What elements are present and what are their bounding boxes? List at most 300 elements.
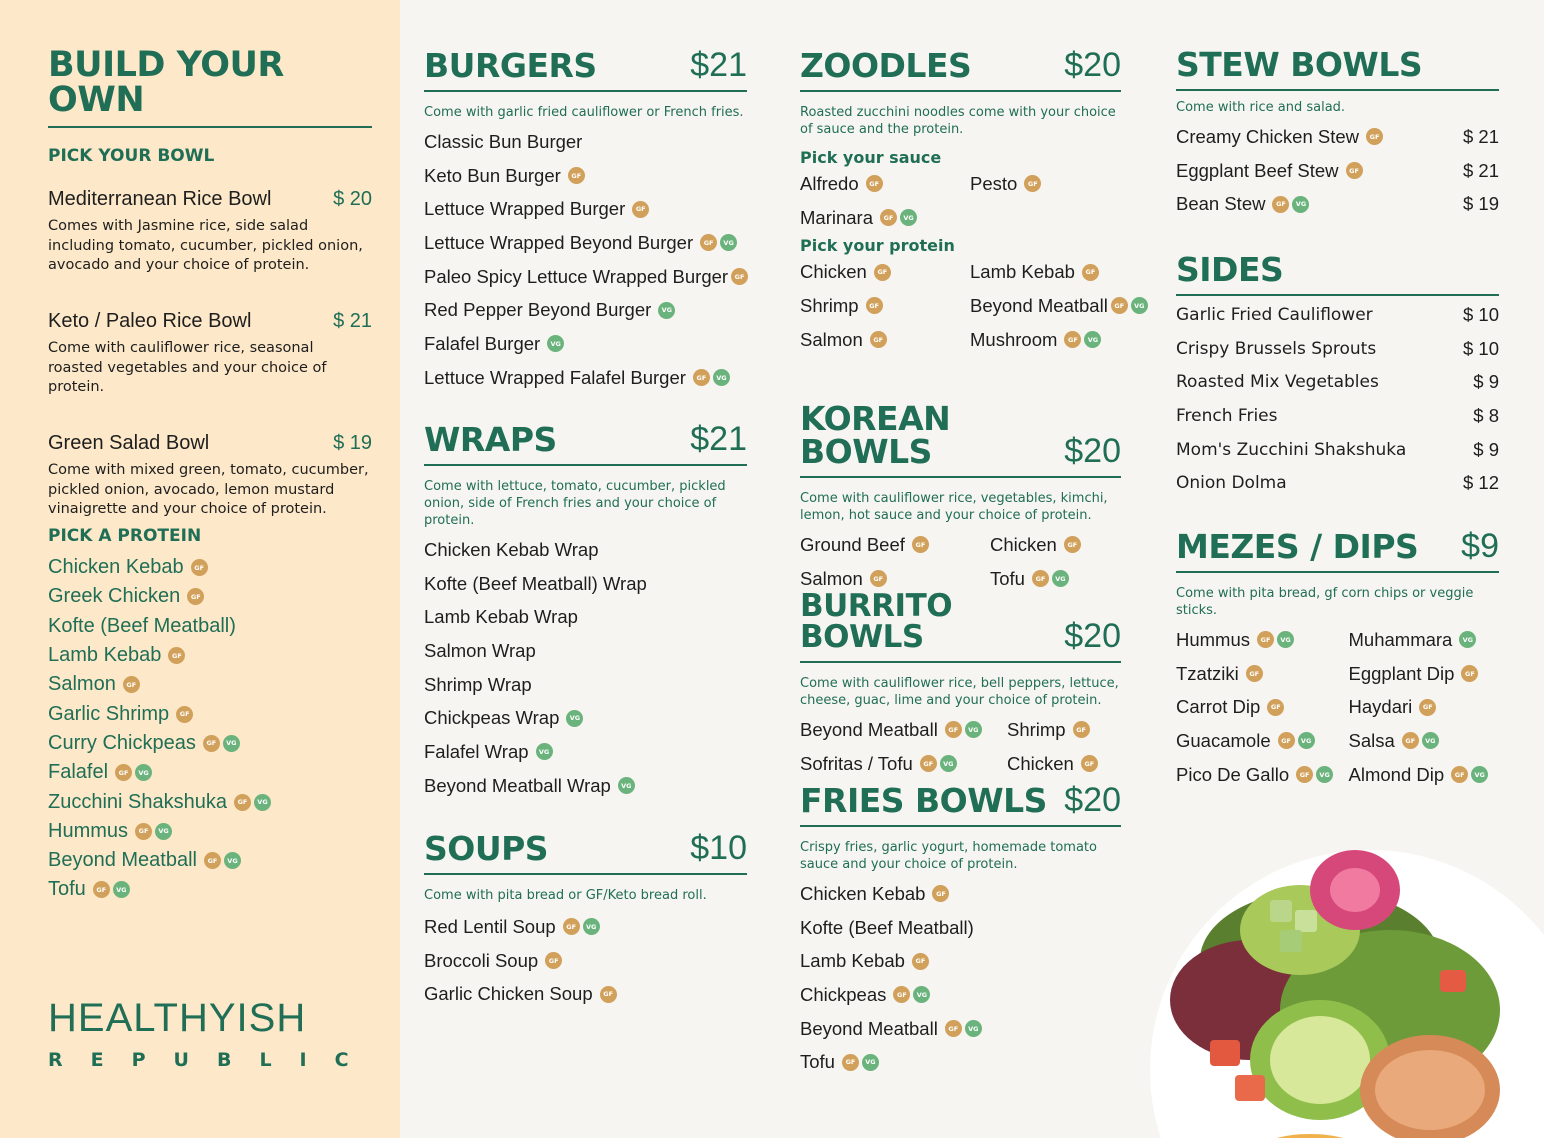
gf-badge: GF [1073,721,1090,738]
burger-item-falafel-burger [424,327,747,361]
protein-salmon [48,670,372,699]
bowl-price: $ 21 [333,310,372,332]
soup-list [424,910,747,1011]
meze-item-salsa [1349,724,1522,758]
gf-badge: GF [191,559,208,576]
vg-badge: VG [1316,766,1333,783]
vg-badge: VG [720,234,737,251]
meze-item-name: Hummus [1176,628,1251,650]
protein-zucchini-shakshuka [48,787,372,816]
vg-badge: VG [566,710,583,727]
gf-badge: GF [1267,699,1284,716]
stew-list [1176,120,1499,221]
vg-badge: VG [223,735,240,752]
wrap-item-name: Chickpeas Wrap [424,707,560,729]
gf-badge: GF [176,706,193,723]
sides-title: SIDES [1176,250,1284,289]
burgers-section [424,48,747,395]
sauce-list [800,167,1140,234]
fries-item-name: Kofte (Beef Meatball) [800,916,974,938]
gf-badge: GF [893,986,910,1003]
gf-badge: GF [945,1020,962,1037]
gf-badge: GF [1024,175,1041,192]
meze-item-hummus [1176,623,1349,657]
protein-name: Lamb Kebab [48,644,162,667]
protein-name: Garlic Shrimp [48,702,170,725]
meze-list [1176,623,1521,791]
meze-item-carrot-dip [1176,690,1349,724]
gf-badge: GF [187,588,204,605]
zoodle-protein-item-beyond-meatball [970,289,1145,323]
fries-price: $20 [1064,781,1121,819]
burger-item-lettuce-wrapped-burger [424,192,747,226]
fries-bowls-section [800,783,1121,1079]
vg-badge: VG [1131,297,1148,314]
fries-list [800,877,1121,1079]
fries-item-name: Beyond Meatball [800,1017,938,1039]
bowl-header [48,432,372,455]
gf-badge: GF [1081,755,1098,772]
pick-protein-heading: PICK A PROTEIN [48,526,202,546]
stew-item-label [1176,193,1309,215]
wrap-item-kofte-beef-meatball-wrap [424,567,747,601]
logo-wordmark: HEALTHYISH [48,996,307,1040]
wrap-item-name: Shrimp Wrap [424,673,532,695]
burrito-list [800,713,1214,780]
vg-badge: VG [135,764,152,781]
zoodle-protein-item-name: Beyond Meatball [970,294,1108,316]
meze-item-name: Salsa [1348,729,1395,751]
gf-badge: GF [1111,297,1128,314]
fries-item-chickpeas [800,978,1121,1012]
side-item-onion-dolma [1176,466,1499,500]
gf-badge: GF [545,952,562,969]
stew-item-name: Eggplant Beef Stew [1176,159,1339,181]
brand-logo [48,996,377,1071]
side-item-price: $ 12 [1462,472,1499,494]
fries-item-name: Chickpeas [800,983,887,1005]
pick-bowl-heading: PICK YOUR BOWL [48,146,215,166]
sauce-item-marinara [800,201,970,235]
sauce-item-name: Marinara [800,206,873,228]
burgers-description: Come with garlic fried cauliflower or French fries. [424,105,744,120]
burrito-bowls-section [800,588,1121,780]
korean-list [800,528,1180,595]
mezes-price: $9 [1461,527,1499,565]
burger-item-red-pepper-beyond-burger [424,293,747,327]
bowl-list [48,188,372,554]
burrito-item-name: Chicken [1007,752,1074,774]
gf-badge: GF [115,764,132,781]
zoodles-protein-label: Pick your protein [800,236,955,256]
gf-badge: GF [866,297,883,314]
korean-item-chicken [990,528,1180,562]
sauce-item-alfredo [800,167,970,201]
gf-badge: GF [204,852,221,869]
zoodle-protein-item-name: Lamb Kebab [970,261,1075,283]
side-item-price: $ 9 [1473,371,1499,393]
vg-badge: VG [1292,196,1309,213]
burrito-price: $20 [1064,617,1121,655]
gf-badge: GF [945,721,962,738]
side-item-name: Onion Dolma [1176,473,1287,494]
meze-item-haydari [1349,690,1522,724]
fries-item-name: Tofu [800,1051,835,1073]
meze-item-name: Carrot Dip [1176,696,1261,718]
gf-badge: GF [123,676,140,693]
sides-section [1176,250,1499,500]
zoodle-protein-item-mushroom [970,323,1140,357]
gf-badge: GF [700,234,717,251]
protein-name: Kofte (Beef Meatball) [48,614,236,637]
side-item-price: $ 9 [1473,438,1499,460]
gf-badge: GF [600,986,617,1003]
korean-item-ground-beef [800,528,990,562]
gf-badge: GF [866,175,883,192]
zoodle-protein-item-name: Chicken [800,261,867,283]
side-item-french-fries [1176,399,1499,433]
stew-description: Come with rice and salad. [1176,100,1346,115]
side-item-price: $ 8 [1473,404,1499,426]
vg-badge: VG [1052,570,1069,587]
bowl-option [48,310,372,432]
gf-badge: GF [880,209,897,226]
gf-badge: GF [1064,331,1081,348]
bowl-price: $ 19 [333,432,372,454]
protein-curry-chickpeas [48,729,372,758]
burrito-title: BURRITO BOWLS [800,588,953,655]
meze-item-name: Haydari [1348,696,1413,718]
fries-item-name: Lamb Kebab [800,950,905,972]
zoodles-sauce-label: Pick your sauce [800,148,942,167]
wraps-section [424,422,747,803]
korean-description: Come with cauliflower rice, vegetables, kimchi, lemon, hot sauce and your choice of protein. [800,491,1108,523]
burger-list [424,125,747,395]
zoodle-protein-item-chicken [800,255,970,289]
gf-badge: GF [234,794,251,811]
protein-name: Tofu [48,878,86,901]
korean-price: $20 [1064,432,1121,470]
bowl-option [48,188,372,310]
vg-badge: VG [1277,631,1294,648]
wrap-list [424,533,747,803]
vg-badge: VG [913,986,930,1003]
side-item-crispy-brussels-sprouts [1176,332,1499,366]
burger-item-name: Lettuce Wrapped Burger [424,198,626,220]
stew-bowls-section [1176,45,1499,221]
wrap-item-beyond-meatball-wrap [424,769,747,803]
side-item-price: $ 10 [1462,337,1499,359]
burger-item-name: Red Pepper Beyond Burger [424,299,652,321]
stew-item-price: $ 21 [1462,159,1499,181]
gf-badge: GF [568,167,585,184]
salad-bowl-image [1140,810,1544,1138]
burrito-item-name: Beyond Meatball [800,718,938,740]
sauce-item-name: Alfredo [800,172,859,194]
meze-item-name: Almond Dip [1348,763,1445,785]
stew-item-eggplant-beef-stew [1176,154,1499,188]
meze-item-muhammara [1349,623,1522,657]
gf-badge: GF [1246,665,1263,682]
burger-item-name: Lettuce Wrapped Falafel Burger [424,366,686,388]
wrap-item-chickpeas-wrap [424,701,747,735]
gf-badge: GF [1296,766,1313,783]
mezes-section [1176,529,1499,791]
gf-badge: GF [842,1054,859,1071]
protein-chicken-kebab [48,553,372,582]
wrap-item-shrimp-wrap [424,668,747,702]
bowl-price: $ 20 [333,188,372,210]
korean-item-name: Salmon [800,567,863,589]
wraps-description: Come with lettuce, tomato, cucumber, pickled onion, side of French fries and your choice of protein. [424,479,726,528]
fries-item-kofte-beef-meatball [800,911,1121,945]
mezes-description: Come with pita bread, gf corn chips or veggie sticks. [1176,586,1474,618]
korean-bowls-section [800,399,1121,595]
zoodle-protein-item-shrimp [800,289,970,323]
korean-item-name: Tofu [990,567,1025,589]
vg-badge: VG [224,852,241,869]
gf-badge: GF [912,953,929,970]
build-your-own-panel [0,0,400,1138]
meze-item-tzatziki [1176,657,1349,691]
burger-item-name: Paleo Spicy Lettuce Wrapped Burger [424,265,729,287]
side-item-name: Mom's Zucchini Shakshuka [1176,439,1407,460]
zoodle-protein-item-name: Salmon [800,328,863,350]
gf-badge: GF [563,918,580,935]
gf-badge: GF [1272,196,1289,213]
protein-name: Chicken Kebab [48,556,184,579]
side-item-name: Crispy Brussels Sprouts [1176,338,1377,359]
wrap-item-name: Chicken Kebab Wrap [424,538,599,560]
zoodle-protein-item-lamb-kebab [970,255,1140,289]
bowl-name: Green Salad Bowl [48,432,210,454]
soups-price: $10 [690,829,747,867]
bowl-header [48,310,372,333]
vg-badge: VG [1084,331,1101,348]
meze-item-name: Guacamole [1176,729,1271,751]
gf-badge: GF [93,881,110,898]
wrap-item-name: Kofte (Beef Meatball) Wrap [424,572,647,594]
protein-name: Salmon [48,673,116,696]
gf-badge: GF [203,735,220,752]
protein-name: Zucchini Shakshuka [48,790,227,813]
meze-item-guacamole [1176,724,1349,758]
meze-item-name: Muhammara [1348,628,1453,650]
burger-item-lettuce-wrapped-falafel-burger [424,361,747,395]
soup-item-name: Garlic Chicken Soup [424,983,593,1005]
gf-badge: GF [1366,128,1383,145]
soup-item-name: Broccoli Soup [424,949,539,971]
gf-badge: GF [870,570,887,587]
soup-item-garlic-chicken-soup [424,977,747,1011]
zoodles-title: ZOODLES [800,46,972,85]
stew-item-name: Bean Stew [1176,193,1266,215]
soup-item-red-lentil-soup [424,910,747,944]
gf-badge: GF [168,647,185,664]
vg-badge: VG [862,1054,879,1071]
side-item-name: French Fries [1176,405,1278,426]
protein-falafel [48,758,372,787]
vg-badge: VG [113,881,130,898]
bowl-name: Mediterranean Rice Bowl [48,188,272,210]
protein-lamb-kebab [48,641,372,670]
burgers-title: BURGERS [424,46,597,85]
burrito-item-name: Shrimp [1007,718,1066,740]
vg-badge: VG [155,823,172,840]
gf-badge: GF [920,755,937,772]
soups-section [424,831,747,1011]
wrap-item-lamb-kebab-wrap [424,600,747,634]
protein-name: Beyond Meatball [48,849,197,872]
sides-list [1176,298,1499,500]
gf-badge: GF [1402,732,1419,749]
fries-item-tofu [800,1045,1121,1079]
bowl-name: Keto / Paleo Rice Bowl [48,310,252,332]
fries-item-chicken-kebab [800,877,1121,911]
protein-name: Greek Chicken [48,585,181,608]
vg-badge: VG [1298,732,1315,749]
stew-item-bean-stew [1176,187,1499,221]
protein-name: Curry Chickpeas [48,731,196,754]
burger-item-paleo-spicy-lettuce-wrapped-burger [424,260,747,294]
gf-badge: GF [693,369,710,386]
wrap-item-name: Lamb Kebab Wrap [424,606,578,628]
gf-badge: GF [1032,570,1049,587]
bowl-description: Comes with Jasmine rice, side salad including tomato, cucumber, pickled onion, avocado and your choice of protein. [48,218,363,273]
soups-description: Come with pita bread or GF/Keto bread roll. [424,888,707,903]
gf-badge: GF [1419,699,1436,716]
side-item-price: $ 10 [1462,303,1499,325]
vg-badge: VG [618,777,635,794]
gf-badge: GF [1346,162,1363,179]
gf-badge: GF [1064,536,1081,553]
vg-badge: VG [658,302,675,319]
sauce-item-pesto [970,167,1140,201]
gf-badge: GF [1082,264,1099,281]
fries-description: Crispy fries, garlic yogurt, homemade tomato sauce and your choice of protein. [800,840,1097,872]
meze-item-name: Tzatziki [1176,662,1239,684]
burgers-price: $21 [690,46,747,84]
korean-item-name: Chicken [990,533,1057,555]
sauce-item-name: Pesto [970,172,1018,194]
wrap-item-name: Salmon Wrap [424,639,536,661]
protein-name: Hummus [48,819,129,842]
protein-greek-chicken [48,582,372,611]
vg-badge: VG [583,918,600,935]
gf-badge: GF [135,823,152,840]
wrap-item-falafel-wrap [424,735,747,769]
wrap-item-salmon-wrap [424,634,747,668]
burrito-item-sofritas-tofu [800,747,1007,781]
stew-item-price: $ 19 [1462,193,1499,215]
logo-subtitle: REPUBLIC [48,1049,377,1071]
meze-item-pico-de-gallo [1176,758,1349,792]
gf-badge: GF [731,268,748,285]
zoodle-protein-item-name: Shrimp [800,294,859,316]
vg-badge: VG [965,1020,982,1037]
zoodle-protein-item-salmon [800,323,970,357]
fries-item-beyond-meatball [800,1012,1121,1046]
bowl-description: Come with cauliflower rice, seasonal roasted vegetables and your choice of protein. [48,340,327,395]
burger-item-keto-bun-burger [424,159,747,193]
fries-item-lamb-kebab [800,944,1121,978]
gf-badge: GF [870,331,887,348]
zoodles-price: $20 [1064,46,1121,84]
side-item-garlic-fried-cauliflower [1176,298,1499,332]
protein-tofu [48,875,372,904]
burrito-item-beyond-meatball [800,713,1007,747]
stew-title: STEW BOWLS [1176,45,1423,84]
stew-item-name: Creamy Chicken Stew [1176,125,1360,147]
protein-list [48,553,372,905]
meze-item-name: Pico De Gallo [1176,763,1290,785]
wrap-item-name: Falafel Wrap [424,740,529,762]
bowl-header [48,188,372,211]
fries-title: FRIES BOWLS [800,781,1047,820]
zoodles-description: Roasted zucchini noodles come with your choice of sauce and the protein. [800,105,1116,137]
gf-badge: GF [1461,665,1478,682]
byo-title: BUILD YOUR OWN [48,48,372,128]
side-item-mom-s-zucchini-shakshuka [1176,433,1499,467]
burger-item-classic-bun-burger [424,125,747,159]
gf-badge: GF [1451,766,1468,783]
gf-badge: GF [874,264,891,281]
stew-item-price: $ 21 [1462,125,1499,147]
vg-badge: VG [1422,732,1439,749]
fries-item-name: Chicken Kebab [800,882,926,904]
stew-item-creamy-chicken-stew [1176,120,1499,154]
side-item-name: Roasted Mix Vegetables [1176,372,1379,393]
vg-badge: VG [1471,766,1488,783]
soup-item-name: Red Lentil Soup [424,915,556,937]
gf-badge: GF [1278,732,1295,749]
gf-badge: GF [1257,631,1274,648]
mezes-title: MEZES / DIPS [1176,527,1419,566]
gf-badge: GF [632,201,649,218]
vg-badge: VG [254,794,271,811]
gf-badge: GF [912,536,929,553]
burger-item-lettuce-wrapped-beyond-burger [424,226,747,260]
zoodles-section [800,46,1145,356]
vg-badge: VG [965,721,982,738]
burger-item-name: Keto Bun Burger [424,164,561,186]
vg-badge: VG [900,209,917,226]
protein-kofte-beef-meatball [48,612,372,641]
soups-title: SOUPS [424,829,549,868]
protein-name: Falafel [48,761,109,784]
bowl-description: Come with mixed green, tomato, cucumber, pickled onion, avocado, lemon mustard vinaigrette and your choice of protein. [48,462,369,517]
meze-item-name: Eggplant Dip [1348,662,1455,684]
korean-item-name: Ground Beef [800,533,905,555]
zoodle-protein-list [800,255,1145,356]
burrito-description: Come with cauliflower rice, bell peppers, lettuce, cheese, guac, lime and your choice of protein. [800,676,1119,708]
protein-beyond-meatball [48,846,372,875]
wraps-price: $21 [690,420,747,458]
vg-badge: VG [940,755,957,772]
zoodle-protein-item-name: Mushroom [970,328,1058,350]
protein-garlic-shrimp [48,699,372,728]
vg-badge: VG [536,743,553,760]
side-item-roasted-mix-vegetables [1176,365,1499,399]
wraps-title: WRAPS [424,420,557,459]
gf-badge: GF [932,885,949,902]
vg-badge: VG [1459,631,1476,648]
wrap-item-chicken-kebab-wrap [424,533,747,567]
vg-badge: VG [713,369,730,386]
side-item-name: Garlic Fried Cauliflower [1176,304,1373,325]
burger-item-name: Lettuce Wrapped Beyond Burger [424,231,694,253]
wrap-item-name: Beyond Meatball Wrap [424,774,611,796]
